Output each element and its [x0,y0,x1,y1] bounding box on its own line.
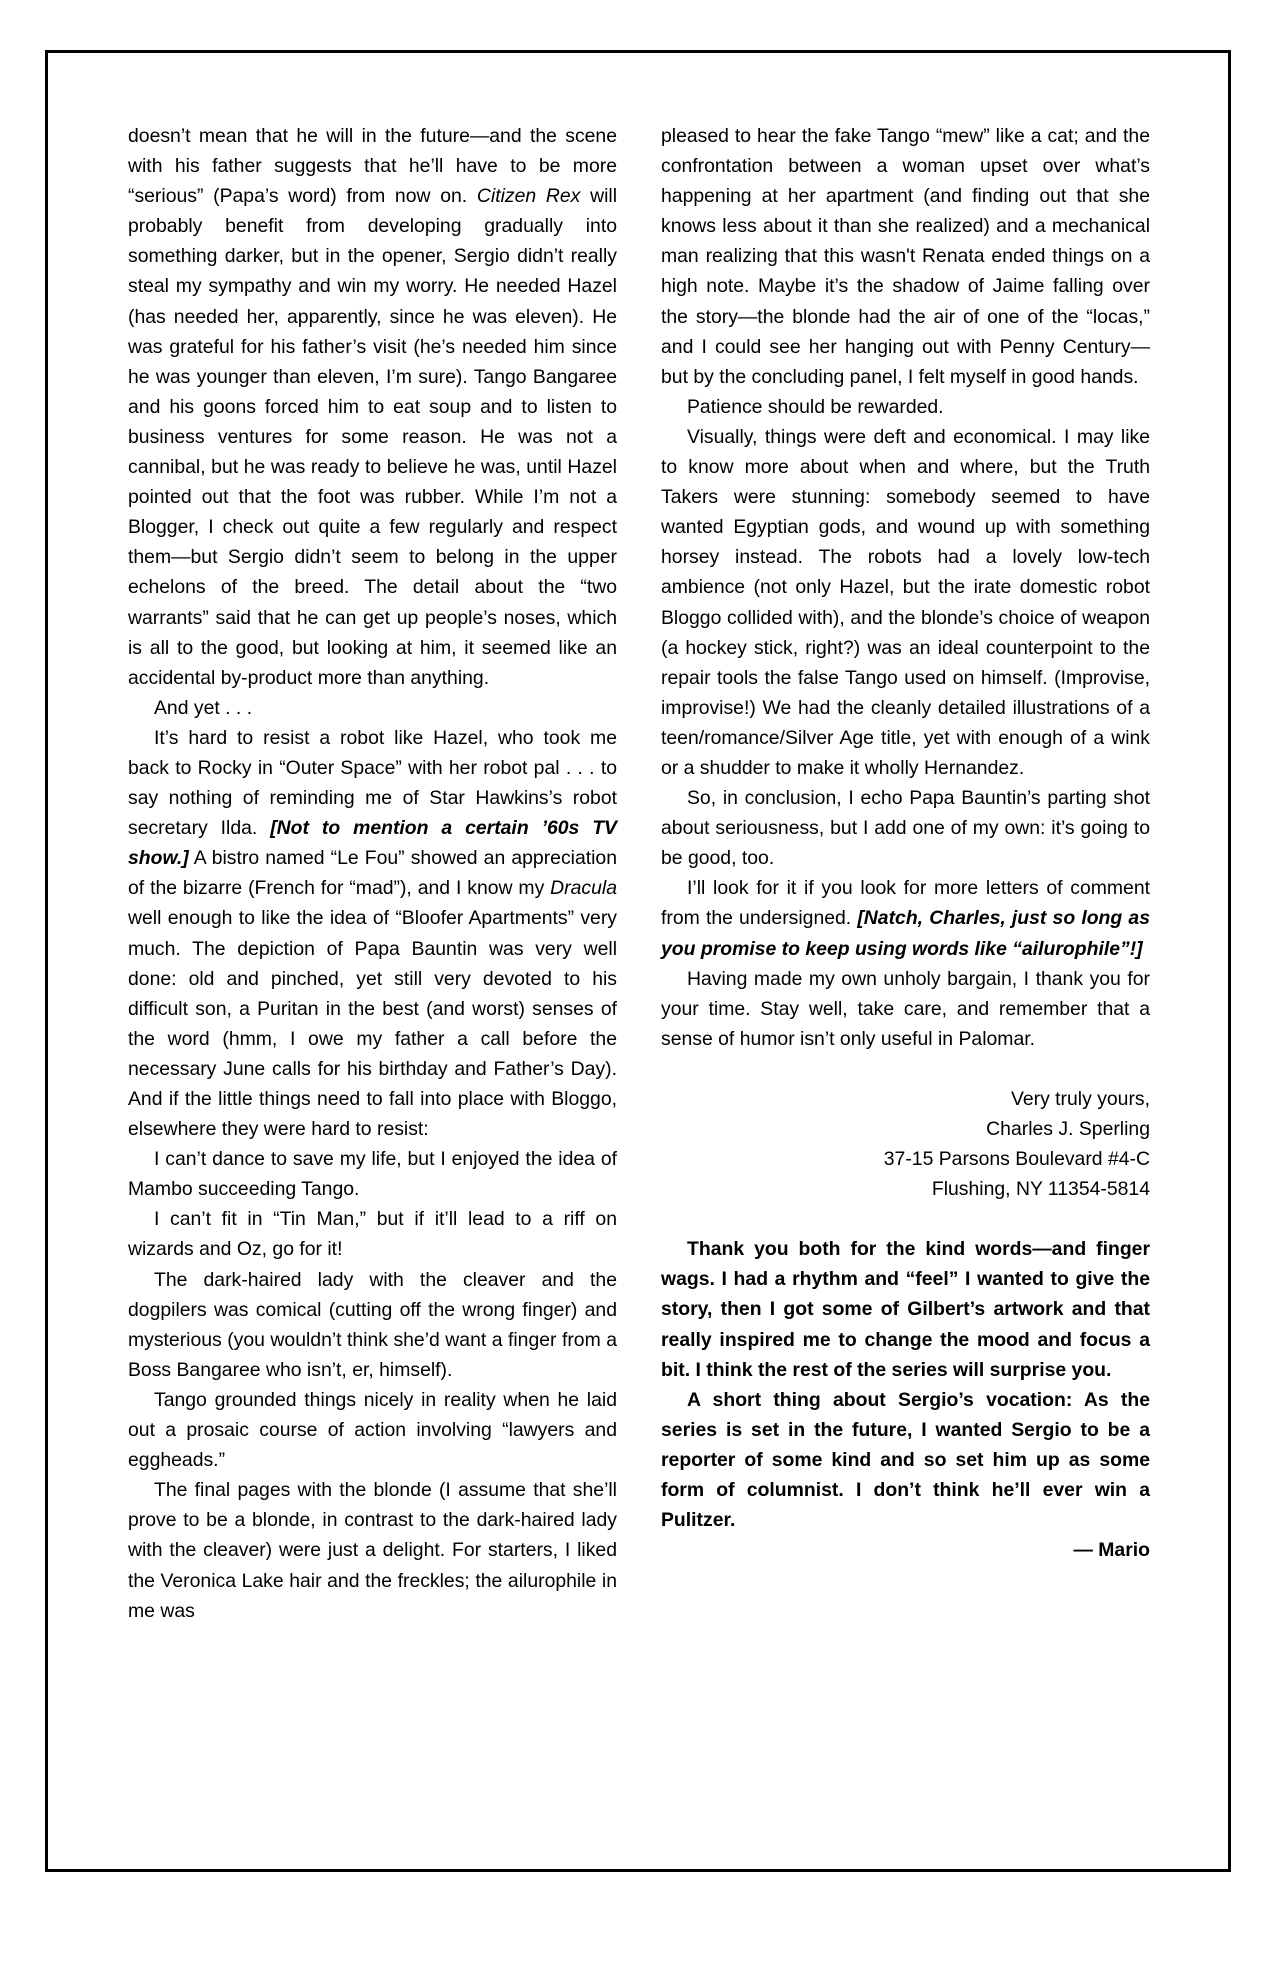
text-run: well enough to like the idea of “Bloofer Apartments” very much. The depiction of Papa Bauntin was very well done: old and pinched, yet still very devoted to his difficult son, a Puritan in the best (and worst) senses of the word (hmm, I owe my father a call before the necessary June calls for his birthday and Father’s Day). And if the little things need to fall into place with Bloggo, elsewhere they were hard to resist: [128,907,617,1141]
text-run: I can’t dance to save my life, but I enjoyed the idea of Mambo succeeding Tango. [128,1148,617,1201]
paragraph-final-pages [128,1475,617,1625]
text-run: will probably benefit from developing gradually into something darker, but in the opener, Sergio didn’t really steal my sympathy and win my worry. He needed Hazel (has needed her, apparently, since he was eleven). He was grateful for his father’s visit (he’s needed him since he was younger than eleven, I’m sure). Tango Bangaree and his goons forced him to eat soup and to listen to business ventures for some reason. He was not a cannibal, but he was ready to believe he was, until Hazel pointed out that the foot was rubber. While I’m not a Blogger, I check out quite a few regularly and respect them—but Sergio didn’t seem to belong in the upper echelons of the breed. The detail about the “two warrants” said that he can get up people’s noses, which is all to the good, but looking at him, it seemed like an accidental by-product more than anything. [128,185,617,689]
signature-city-state-zip: Flushing, NY 11354-5814 [931,1178,1150,1201]
text-run: It’s hard to resist a robot like Hazel, who took me back to Rocky in “Outer Space” with her robot pal . . . to say nothing of reminding me of Star Hawkins’s robot secretary Ilda. [128,726,617,840]
text-run: The final pages with the blonde (I assume that she’ll prove to be a blonde, in contrast to the dark-haired lady with the cleaver) were just a delight. For starters, I liked the Veronica Lake hair and the freckles; the ailurophile in me was [128,1479,617,1622]
reply-paragraph-vocation: A short thing about Sergio’s vocation: As the series is set in the future, I wanted Sergio to be a reporter of some kind and so set him up as some form of columnist. I don’t think he’ll ever win a Pulitzer. [661,1388,1150,1532]
paragraph-opening [128,121,617,693]
paragraph-mambo [128,1144,617,1204]
editor-reply-block [661,1234,1150,1565]
reply-signoff-mario: — Mario [1073,1539,1150,1562]
paragraph-tango-reality [128,1385,617,1475]
page-border-frame [45,50,1231,1872]
paragraph-tin-man [128,1204,617,1264]
text-run: doesn’t mean that he will in the future—and the scene with his father suggests that he’ll have to be more “serious” (Papa’s word) from now on. [128,125,617,208]
text-run: Tango grounded things nicely in reality when he laid out a prosaic course of action involving “lawyers and eggheads.” [128,1388,617,1472]
text-run: The dark-haired lady with the cleaver and the dogpilers was comical (cutting off the wrong finger) and mysterious (you wouldn’t think she’d want a finger from a Boss Bangaree who isn’t, er, himself). [128,1268,617,1381]
signature-block [661,1084,1150,1204]
text-run: I’ll look for it if you look for more letters of comment from the undersigned. [661,877,1150,930]
text-run: pleased to hear the fake Tango “mew” like a cat; and the confrontation between a woman upset over what’s happening at her apartment (and finding out that she knows less about it than she realized) and a mechanical man realizing that this wasn't Renata ended things on a high note. Maybe it’s the shadow of Jaime falling over the story—the blonde had the air of one of the “locas,” and I could see her hanging out with Penny Century—but by the concluding panel, I felt myself in good hands. [661,125,1150,388]
two-column-layout [128,121,1150,1626]
italic-title-citizen-rex: Citizen Rex [476,185,581,208]
reply-paragraph-thank-you: Thank you both for the kind words—and finger wags. I had a rhythm and “feel” I wanted to give the story, then I got some of Gilbert’s artwork and that really inspired me to change the mood and focus a bit. I think the rest of the series will surprise you. [661,1238,1150,1381]
text-run: And yet . . . [154,696,253,719]
editor-interjection-tv-show: [Not to mention a certain ’60s TV show.] [128,817,617,870]
italic-title-dracula: Dracula [550,877,617,900]
paragraph-dark-haired-lady [128,1265,617,1385]
paragraph-and-yet [128,693,617,723]
paragraph-patience [661,392,1150,422]
signature-name: Charles J. Sperling [986,1118,1150,1140]
signature-closing: Very truly yours, [1010,1087,1150,1110]
reply-signoff-wrapper [661,1535,1150,1565]
text-run: Having made my own unholy bargain, I thank you for your time. Stay well, take care, and remember that a sense of humor isn’t only useful in Palomar. [661,967,1150,1050]
paragraph-conclusion [661,783,1150,873]
right-text-column [661,121,1150,1626]
text-run: Visually, things were deft and economical. I may like to know more about when and where, but the Truth Takers were stunning: somebody seemed to have wanted Egyptian gods, and wound up with something horsey instead. The robots had a lovely low-tech ambience (not only Hazel, but the irate domestic robot Bloggo collided with), and the blonde’s choice of weapon (a hockey stick, right?) was an ideal counterpoint to the repair tools the false Tango used on himself. (Improvise, improvise!) We had the cleanly detailed illustrations of a teen/romance/Silver Age title, yet with enough of a wink or a shudder to make it wholly Hernandez. [661,425,1150,779]
signature-street-address: 37-15 Parsons Boulevard #4-C [883,1148,1150,1171]
editor-interjection-ailurophile: [Natch, Charles, just so long as you promise to keep using words like “ailurophile”!] [661,907,1150,960]
text-run: So, in conclusion, I echo Papa Bauntin’s parting shot about seriousness, but I add one of my own: it’s going to be good, too. [661,787,1150,870]
paragraph-visually [661,422,1150,783]
text-run: I can’t fit in “Tin Man,” but if it’ll lead to a riff on wizards and Oz, go for it! [128,1208,617,1261]
paragraph-unholy-bargain [661,964,1150,1054]
paragraph-fake-tango [661,121,1150,392]
paragraph-hazel-robot [128,723,617,1144]
text-run: A bistro named “Le Fou” showed an appreciation of the bizarre (French for “mad”), and I know my [128,847,617,900]
text-run: Patience should be rewarded. [687,395,944,418]
paragraph-look-for-it [661,873,1150,963]
left-text-column [128,121,617,1626]
